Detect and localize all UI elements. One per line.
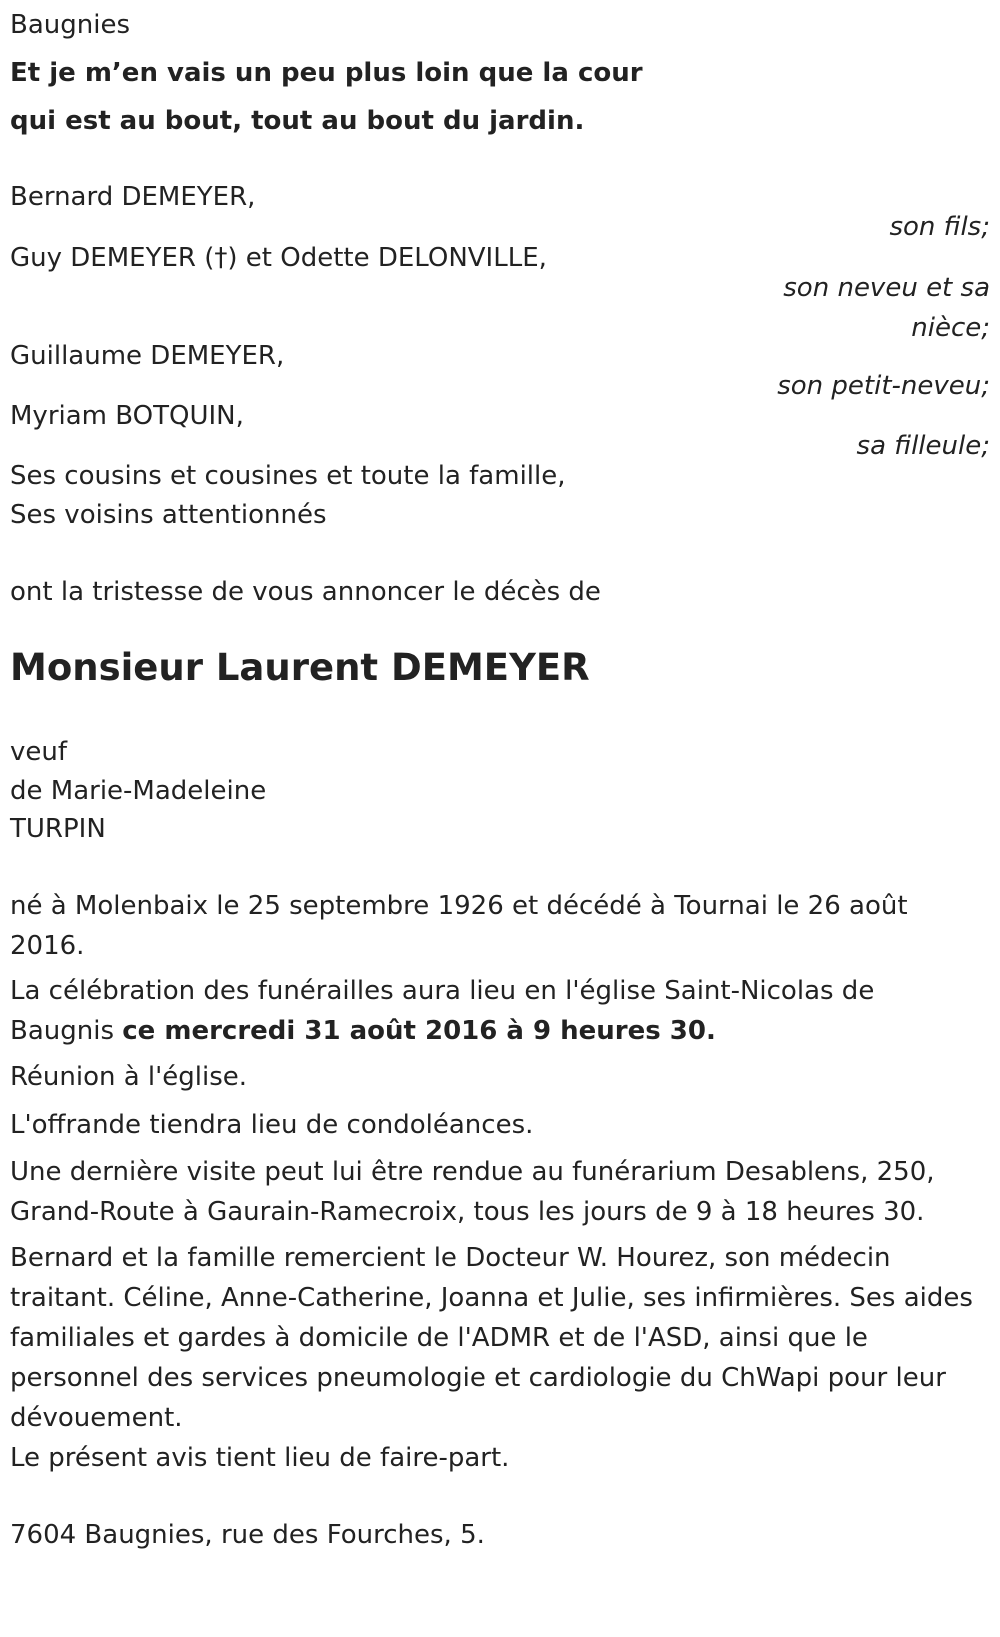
family-member-name: Myriam BOTQUIN,: [10, 401, 244, 431]
announcement-text: ont la tristesse de vous annoncer le décès de: [10, 577, 601, 607]
visit-info: Une dernière visite peut lui être rendue au funérarium Desablens, 250, Grand-Route à Gaurain-Ramecroix, tous les jours de 9 à 18 heures 30.: [10, 1157, 935, 1227]
family-member-relation: son neveu et sa nièce;: [783, 273, 990, 343]
thanks-text: Bernard et la famille remercient le Docteur W. Hourez, son médecin traitant. Céline, Anne-Catherine, Joanna et Julie, ses infirmières. Ses aides familiales et gardes à domicile de l'ADMR et de l'ASD, ainsi que le personnel des services pneumologie et cardiologie du ChWapi pour leur dévouement.: [10, 1243, 973, 1433]
place-heading: Baugnies: [10, 10, 130, 40]
offering-info: L'offrande tiendra lieu de condoléances.: [10, 1110, 534, 1140]
birth-death-details: né à Molenbaix le 25 septembre 1926 et décédé à Tournai le 26 août 2016.: [10, 891, 908, 961]
neighbours-line: Ses voisins attentionnés: [10, 500, 327, 530]
cousins-line: Ses cousins et cousines et toute la famille,: [10, 461, 566, 491]
spouse-name-line-2: TURPIN: [10, 814, 106, 844]
ceremony-text: La célébration des funérailles aura lieu en l'église Saint-Nicolas de Baugnis: [10, 976, 875, 1046]
spouse-name-line-1: de Marie-Madeleine: [10, 776, 267, 806]
quote-line-2: qui est au bout, tout au bout du jardin.: [10, 106, 585, 136]
family-member-name: Guy DEMEYER (†) et Odette DELONVILLE,: [10, 243, 547, 273]
address: 7604 Baugnies, rue des Fourches, 5.: [10, 1520, 485, 1550]
ceremony-date-time: ce mercredi 31 août 2016 à 9 heures 30.: [122, 1016, 716, 1046]
ceremony-details: [10, 971, 985, 1051]
family-member-relation: son fils;: [889, 212, 990, 242]
quote-line-1: Et je m’en vais un peu plus loin que la cour: [10, 58, 643, 88]
notice-text: Le présent avis tient lieu de faire-part.: [10, 1443, 510, 1473]
family-member-name: Guillaume DEMEYER,: [10, 341, 285, 371]
family-member-relation: sa filleule;: [856, 431, 990, 461]
family-member-relation: son petit-neveu;: [777, 371, 990, 401]
marital-status: veuf: [10, 737, 68, 767]
meeting-info: Réunion à l'église.: [10, 1062, 248, 1092]
deceased-name: Monsieur Laurent DEMEYER: [10, 646, 590, 689]
family-member-name: Bernard DEMEYER,: [10, 182, 256, 212]
